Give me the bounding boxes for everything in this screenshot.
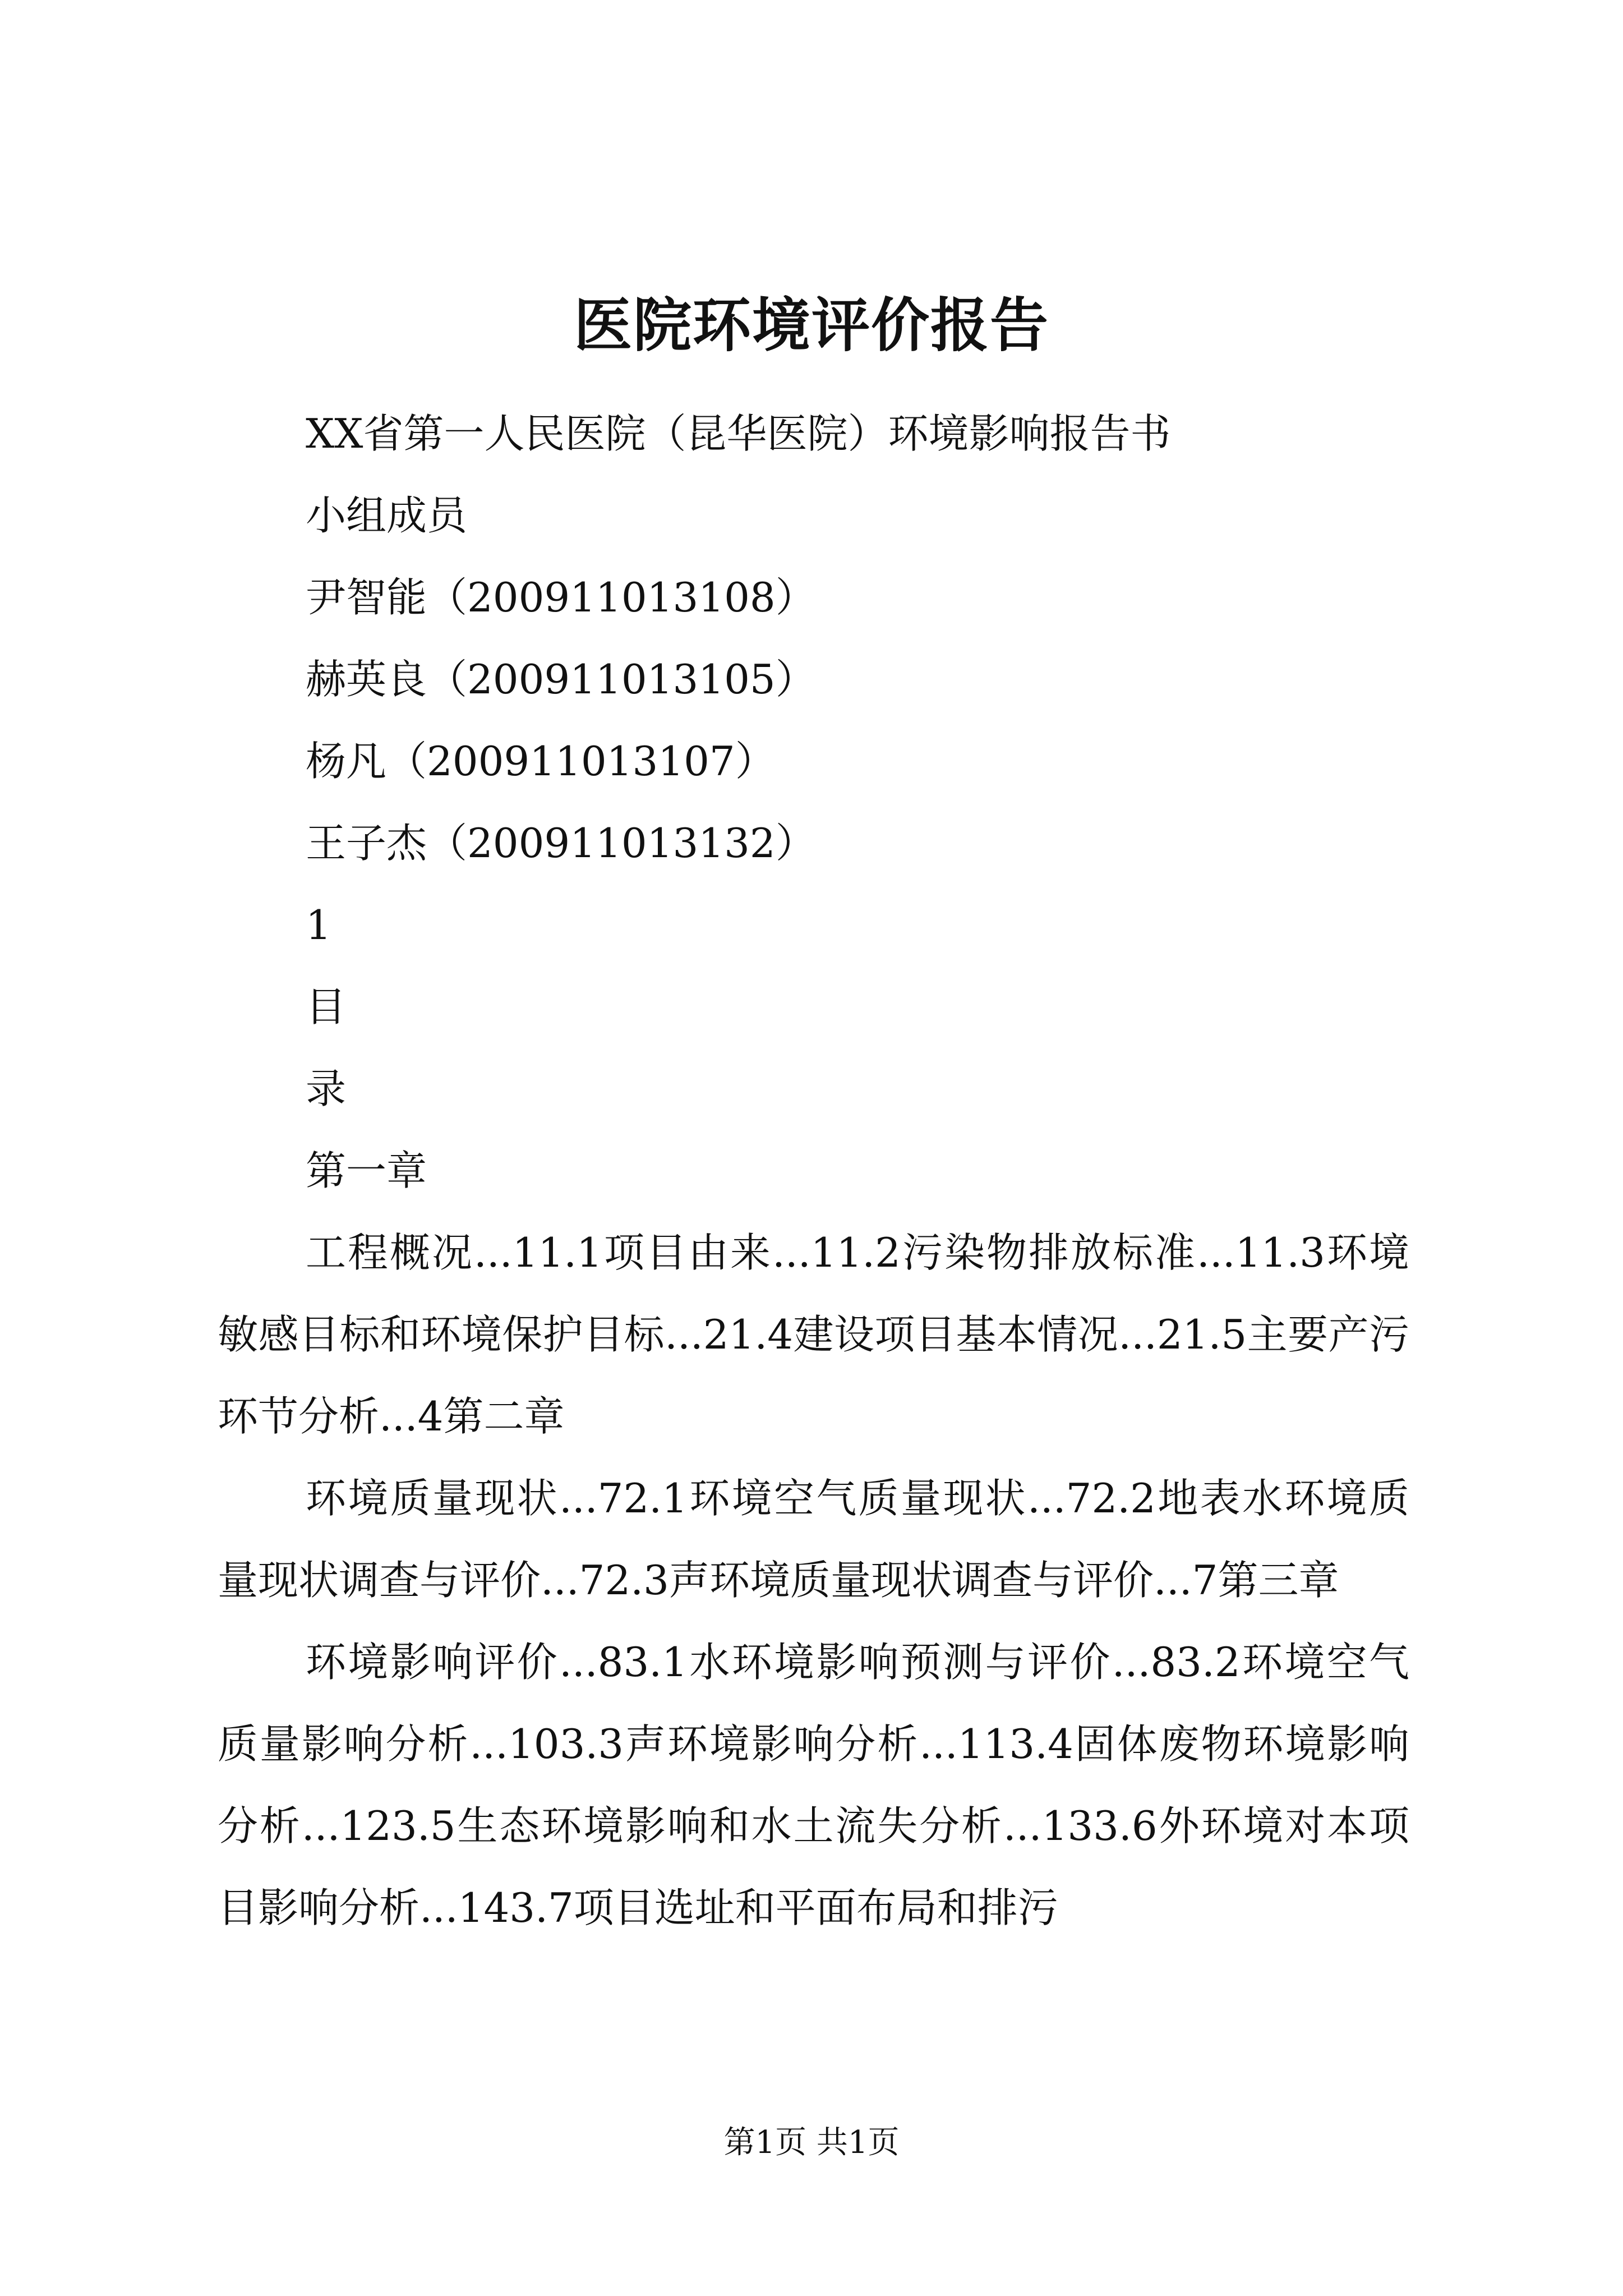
team-members-heading: 小组成员: [306, 492, 468, 539]
team-member: 杨凡（200911013107）: [306, 738, 776, 785]
toc-paragraph: 工程概况...11.1项目由来...11.2污染物排放标准...11.3环境敏感目标和环境保护目标...21.4建设项目基本情况...21.5主要产污环节分析...4第二章: [218, 1229, 1409, 1440]
document-body: [218, 393, 1409, 1949]
team-member: 尹智能（200911013108）: [306, 574, 816, 621]
page-number-text: 1: [306, 901, 331, 949]
team-member: 赫英良（200911013105）: [306, 656, 816, 703]
report-subtitle: XX省第一人民医院（昆华医院）环境影响报告书: [306, 410, 1171, 457]
page-footer: 第1页 共1页: [723, 2124, 900, 2161]
toc-heading-char: 目: [306, 983, 347, 1030]
chapter-heading: 第一章: [306, 1147, 427, 1194]
toc-paragraph: 环境影响评价...83.1水环境影响预测与评价...83.2环境空气质量影响分析...103.3声环境影响分析...113.4固体废物环境影响分析...123.5生态环境影响和水土流失分析...133.6外环境对本项目影响分析...143.7项目选址和平面布局和排污: [218, 1639, 1409, 1931]
toc-heading-char: 录: [306, 1065, 347, 1112]
team-member: 王子杰（200911013132）: [306, 820, 816, 867]
document-title: 医院环境评价报告: [573, 291, 1049, 360]
toc-paragraph: 环境质量现状...72.1环境空气质量现状...72.2地表水环境质量现状调查与评价...72.3声环境质量现状调查与评价...7第三章: [218, 1475, 1409, 1604]
